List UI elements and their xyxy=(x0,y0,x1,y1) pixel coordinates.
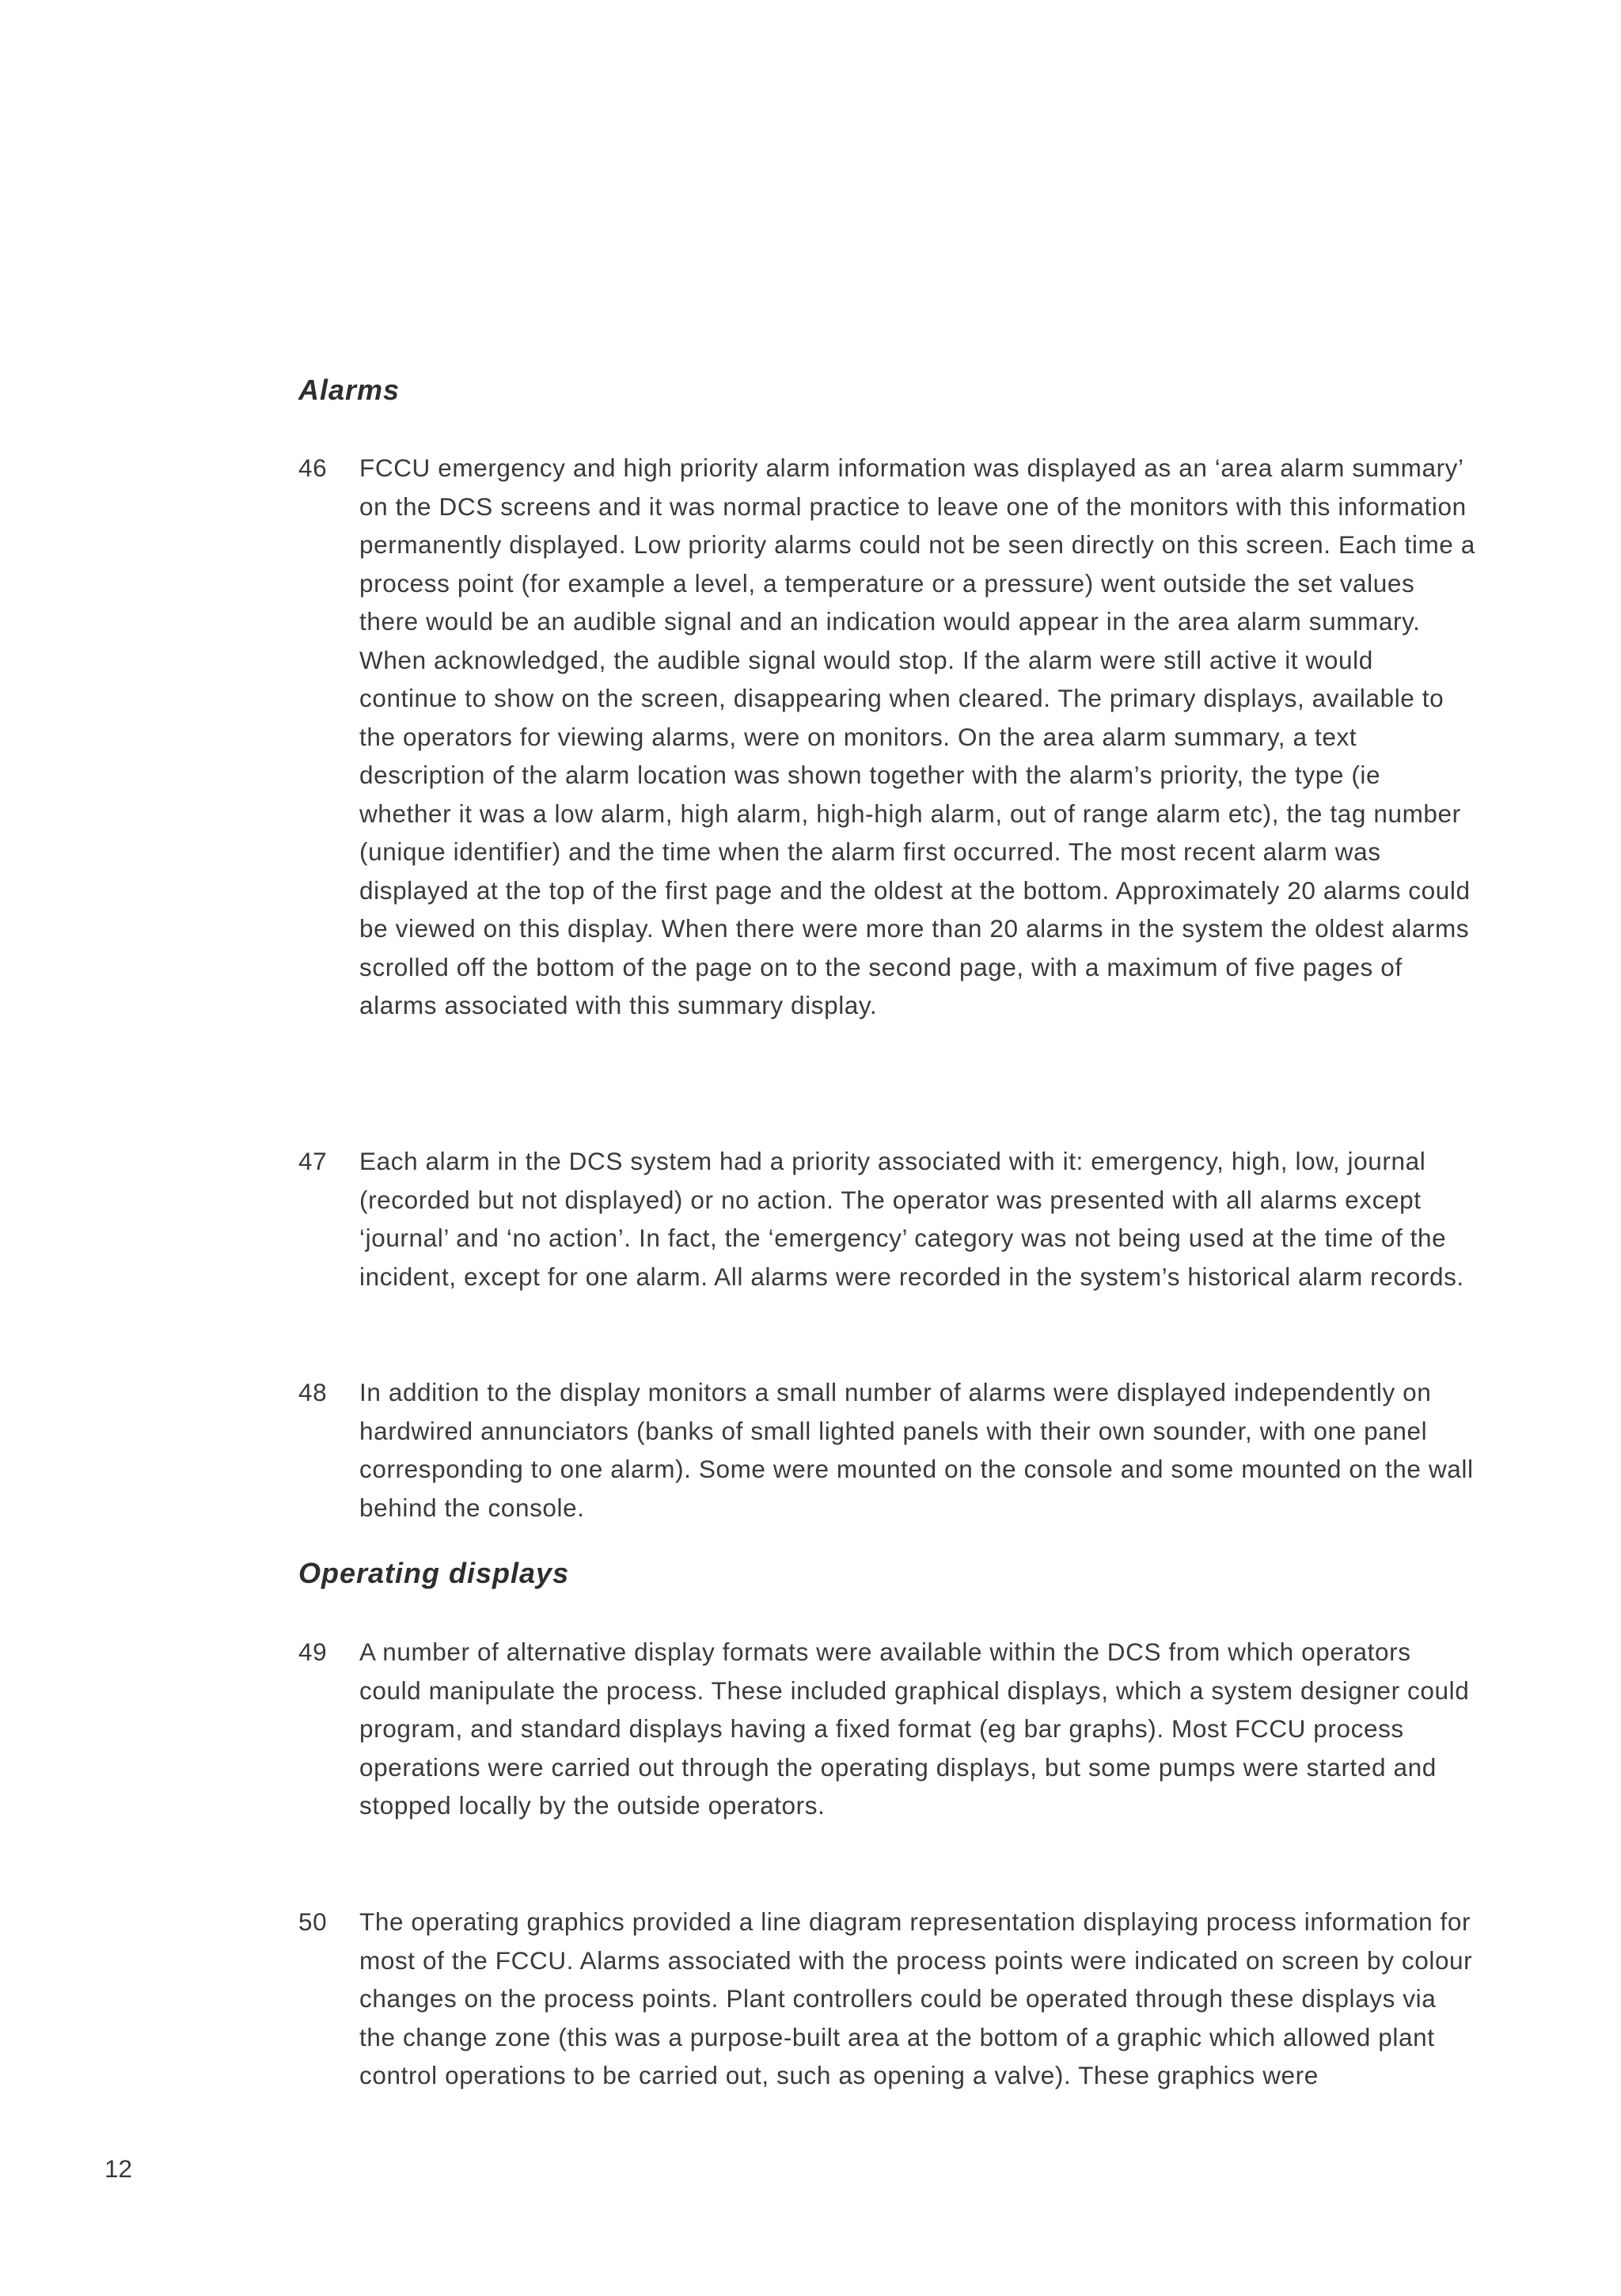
paragraph-text: In addition to the display monitors a small number of alarms were displayed independently on hardwired annunciators (banks of small lighted panels with their own sounder, with one panel corresponding to one alarm). Some were mounted on the console and some mounted on the wall behind the console. xyxy=(359,1378,1474,1522)
paragraph-text: FCCU emergency and high priority alarm information was displayed as an ‘area alarm summary’ on the DCS screens and it was normal practice to leave one of the monitors with this information permanently displayed. Low priority alarms could not be seen directly on this screen. Each time a process point (for example a level, a temperature or a pressure) went outside the set values there would be an audible signal and an indication would appear in the area alarm summary. When acknowledged, the audible signal would stop. If the alarm were still active it would continue to show on the screen, disappearing when cleared. The primary displays, available to the operators for viewing alarms, were on monitors. On the area alarm summary, a text description of the alarm location was shown together with the alarm’s priority, the type (ie whether it was a low alarm, high alarm, high-high alarm, out of range alarm etc), the tag number (unique identifier) and the time when the alarm first occurred. The most recent alarm was displayed at the top of the first page and the oldest at the bottom. Approximately 20 alarms could be viewed on this display. When there were more than 20 alarms in the system the oldest alarms scrolled off the bottom of the page on to the second page, with a maximum of five pages of alarms associated with this summary display. xyxy=(359,454,1475,1019)
paragraph-49 xyxy=(298,1633,1470,1825)
paragraph-number: 49 xyxy=(298,1638,328,1666)
page-number: 12 xyxy=(104,2154,133,2183)
paragraph-48 xyxy=(298,1373,1474,1527)
paragraph-number: 50 xyxy=(298,1907,328,1936)
paragraph-text: A number of alternative display formats were available within the DCS from which operators could manipulate the process. These included graphical displays, which a system designer could program, and standard displays having a fixed format (eg bar graphs). Most FCCU process operations were carried out through the operating displays, but some pumps were started and stopped locally by the outside operators. xyxy=(359,1638,1470,1820)
section-heading-operating-displays: Operating displays xyxy=(298,1557,570,1589)
paragraph-number: 47 xyxy=(298,1147,328,1175)
paragraph-number: 48 xyxy=(298,1378,328,1406)
paragraph-text: Each alarm in the DCS system had a priority associated with it: emergency, high, low, journal (recorded but not displayed) or no action. The operator was presented with all alarms except ‘journal’ and ‘no action’. In fact, the ‘emergency’ category was not being used at the time of the incident, except for one alarm. All alarms were recorded in the system’s historical alarm records. xyxy=(359,1147,1464,1291)
paragraph-50 xyxy=(298,1903,1473,2095)
paragraph-text: The operating graphics provided a line diagram representation displaying process information for most of the FCCU. Alarms associated with the process points were indicated on screen by colour changes on the process points. Plant controllers could be operated through these displays via the change zone (this was a purpose-built area at the bottom of a graphic which allowed plant control operations to be carried out, such as opening a valve). These graphics were xyxy=(359,1907,1473,2089)
paragraph-47 xyxy=(298,1142,1470,1296)
paragraph-46 xyxy=(298,449,1475,1025)
section-heading-alarms: Alarms xyxy=(298,374,401,406)
paragraph-number: 46 xyxy=(298,454,328,482)
